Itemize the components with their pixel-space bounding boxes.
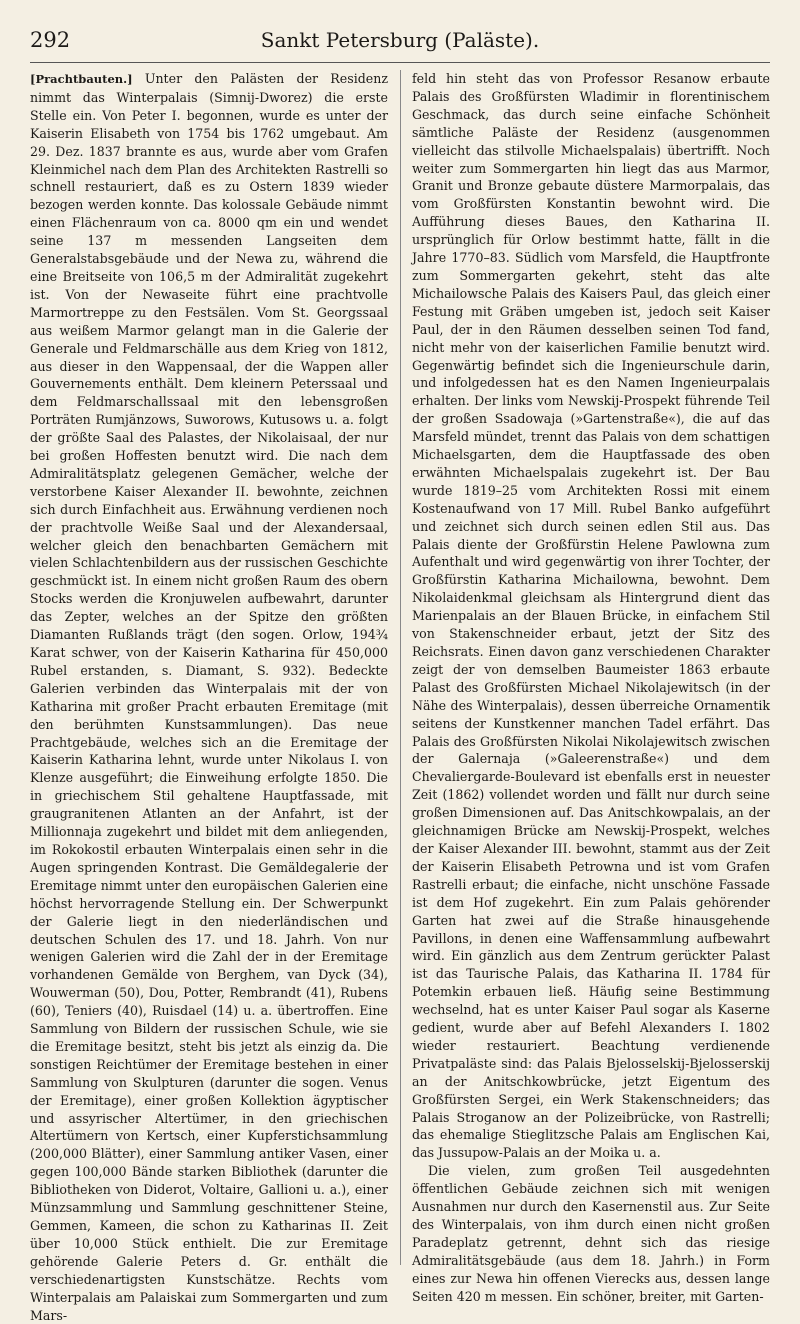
header-rule bbox=[30, 62, 770, 63]
text-columns bbox=[30, 70, 770, 1323]
right-column bbox=[412, 70, 770, 1304]
right-paragraph-2: Die vielen, zum großen Teil ausgedehnten öffentlichen Gebäude zeichnen sich mit wenigen Ausnahmen nur durch den Kasernenstil aus. Zur Seite des Winterpalais, von ihm durch einen nicht großen Paradeplatz getrennt, dehnt sich das riesige Admiralitätsgebäude (aus dem 18. Jahrh.) in Form eines zur Newa hin offenen Vierecks aus, dessen lange Seiten 420 m messen. Ein schöner, breiter, mit Garten- bbox=[412, 1163, 770, 1304]
running-title: Sankt Petersburg (Paläste). bbox=[260, 28, 540, 52]
page-header bbox=[30, 28, 770, 64]
column-divider bbox=[400, 70, 401, 1265]
page-number: 292 bbox=[30, 28, 71, 52]
section-tag: [Prachtbauten.] bbox=[30, 72, 133, 86]
left-column bbox=[30, 70, 388, 1323]
left-paragraph-text: Unter den Palästen der Residenz nimmt das Winterpalais (Simnij-Dworez) die erste Stelle ein. Von Peter I. begonnen, wurde es unter der Kaiserin Elisabeth von 1754 bis 1762 umgebaut. Am 29. Dez. 1837 brannte es aus, wurde aber vom Grafen Kleinmichel nach dem Plan des Architekten Rastrelli so schnell restauriert, daß es zu Ostern 1839 wieder bezogen werden konnte. Das kolossale Gebäude nimmt einen Flächenraum von ca. 8000 qm ein und wendet seine 137 m messenden Langseiten dem Generalstabsgebäude und der Newa zu, während die eine Breitseite von 106,5 m der Admiralität zugekehrt ist. Von der Newaseite führt eine prachtvolle Marmortreppe zu den Festsälen. Vom St. Georgssaal aus weißem Marmor gelangt man in die Galerie der Generale und Feldmarschälle aus dem Krieg von 1812, aus dieser in den Wappensaal, der die Wappen aller Gouvernements enthält. Dem kleinern Peterssaal und dem Feldmarschallssaal mit den lebensgroßen Porträten Rumjänzows, Suworows, Kutusows u. a. folgt der größte Saal des Palastes, der Nikolaisaal, der nur bei großen Hoffesten benutzt wird. Die nach dem Admiralitätsplatz gelegenen Gemächer, welche der verstorbene Kaiser Alexander II. bewohnte, zeichnen sich durch Einfachheit aus. Erwähnung verdienen noch der prachtvolle Weiße Saal und der Alexandersaal, welcher gleich den benachbarten Gemächern mit vielen Schlachtenbildern aus der russischen Geschichte geschmückt ist. In einem nicht großen Raum des obern Stocks werden die Kronjuwelen aufbewahrt, darunter das Zepter, welches an der Spitze den größten Diamanten Rußlands trägt (den sogen. Orlow, 194¾ Karat schwer, von der Kaiserin Katharina für 450,000 Rubel erstanden, s. Diamant, S. 932). Bedeckte Galerien verbinden das Winterpalais mit der von Katharina mit großer Pracht erbauten Eremitage (mit den berühmten Kunstsammlungen). Das neue Prachtgebäude, welches sich an die Eremitage der Kaiserin Katharina lehnt, wurde unter Nikolaus I. von Klenze ausgeführt; die Einweihung erfolgte 1850. Die in griechischem Stil gehaltene Hauptfassade, mit graugranitenen Atlanten an der Anfahrt, ist der Millionnaja zugekehrt und bildet mit dem anliegenden, im Rokokostil erbauten Winterpalais einen sehr in die Augen springenden Kontrast. Die Gemäldegalerie der Eremitage nimmt unter den europäischen Galerien eine höchst hervorragende Stellung ein. Der Schwerpunkt der Galerie liegt in den niederländischen und deutschen Schulen des 17. und 18. Jahrh. Von nur wenigen Galerien wird die Zahl der in der Eremitage vorhandenen Gemälde von Berghem, van Dyck (34), Wouwerman (50), Dou, Potter, Rembrandt (41), Rubens (60), Teniers (40), Ruisdael (14) u. a. übertroffen. Eine Sammlung von Bildern der russischen Schule, wie sie die Eremitage besitzt, steht bis jetzt als einzig da. Die sonstigen Reichtümer der Eremitage bestehen in einer Sammlung von Skulpturen (darunter die sogen. Venus der Eremitage), einer großen Kollektion ägyptischer und assyrischer Altertümer, in den griechischen Altertümern von Kertsch, einer Kupferstichsammlung (200,000 Blätter), einer Sammlung antiker Vasen, einer gegen 100,000 Bände starken Bibliothek (darunter die Bibliotheken von Diderot, Voltaire, Gallioni u. a.), einer Münzsammlung und Sammlung geschnittener Steine, Gemmen, Kameen, die schon zu Katharinas II. Zeit über 10,000 Stück enthielt. Die zur Eremitage gehörende Galerie Peters d. Gr. enthält die verschiedenartigsten Kunstschätze. Rechts vom Winterpalais am Palaiskai zum Sommergarten und zum Mars- bbox=[30, 71, 388, 1323]
right-paragraph-1: feld hin steht das von Professor Resanow erbaute Palais des Großfürsten Wladimir in florentinischem Geschmack, das durch seine einfache Schönheit sämtliche Paläste der Residenz (ausgenommen vielleicht das stilvolle Michaelspalais) übertrifft. Noch weiter zum Sommergarten hin liegt das aus Marmor, Granit und Bronze gebaute düstere Marmorpalais, das vom Großfürsten Konstantin bewohnt wird. Die Aufführung dieses Baues, den Katharina II. ursprünglich für Orlow bestimmt hatte, fällt in die Jahre 1770–83. Südlich vom Marsfeld, die Hauptfronte zum Sommergarten gekehrt, steht das alte Michailowsche Palais des Kaisers Paul, das gleich einer Festung mit Gräben umgeben ist, jedoch seit Kaiser Paul, der in den Räumen desselben seinen Tod fand, nicht mehr von der kaiserlichen Familie benutzt wird. Gegenwärtig befindet sich die Ingenieurschule darin, und infolgedessen hat es den Namen Ingenieurpalais erhalten. Der links vom Newskij-Prospekt führende Teil der großen Ssadowaja (»Gartenstraße«), die auf das Marsfeld mündet, trennt das Palais von dem schattigen Michaelsgarten, dem die Hauptfassade des oben erwähnten Michaelspalais zugekehrt ist. Der Bau wurde 1819–25 vom Architekten Rossi mit einem Kostenaufwand von 17 Mill. Rubel Banko aufgeführt und zeichnet sich durch seinen edlen Stil aus. Das Palais diente der Großfürstin Helene Pawlowna zum Aufenthalt und wird gegenwärtig von ihrer Tochter, der Großfürstin Katharina Michailowna, bewohnt. Dem Nikolaidenkmal gleichsam als Hintergrund dient das Marienpalais an der Blauen Brücke, in einfachem Stil von Stakenschneider erbaut, jetzt der Sitz des Reichsrats. Einen davon ganz verschiedenen Charakter zeigt der von demselben Baumeister 1863 erbaute Palast des Großfürsten Michael Nikolajewitsch (in der Nähe des Winterpalais), dessen überreiche Ornamentik seitens der Kunstkenner manchen Tadel erfährt. Das Palais des Großfürsten Nikolai Nikolajewitsch zwischen der Galernaja (»Galeerenstraße«) und dem Chevaliergarde-Boulevard ist ebenfalls erst in neuester Zeit (1862) vollendet worden und fällt nur durch seine großen Dimensionen auf. Das Anitschkowpalais, an der gleichnamigen Brücke am Newskij-Prospekt, welches der Kaiser Alexander III. bewohnt, stammt aus der Zeit der Kaiserin Elisabeth Petrowna und ist vom Grafen Rastrelli erbaut; die einfache, nicht unschöne Fassade ist dem Hof zugekehrt. Ein zum Palais gehörender Garten hat zwei auf die Straße hinausgehende Pavillons, in denen eine Waffensammlung aufbewahrt wird. Ein gänzlich aus dem Zentrum gerückter Palast ist das Taurische Palais, das Katharina II. 1784 für Potemkin erbauen ließ. Häufig seine Bestimmung wechselnd, hat es unter Kaiser Paul sogar als Kaserne gedient, wurde aber auf Befehl Alexanders I. 1802 wieder restauriert. Beachtung verdienende Privatpaläste sind: das Palais Bjelosselskij-Bjelosserskij an der Anitschkowbrücke, jetzt Eigentum des Großfürsten Sergei, ein Werk Stakenschneiders; das Palais Stroganow an der Polizeibrücke, von Rastrelli; das ehemalige Stieglitzsche Palais am Englischen Kai, das Jussupow-Palais an der Moika u. a. bbox=[412, 71, 770, 1161]
left-paragraph bbox=[30, 70, 388, 1324]
